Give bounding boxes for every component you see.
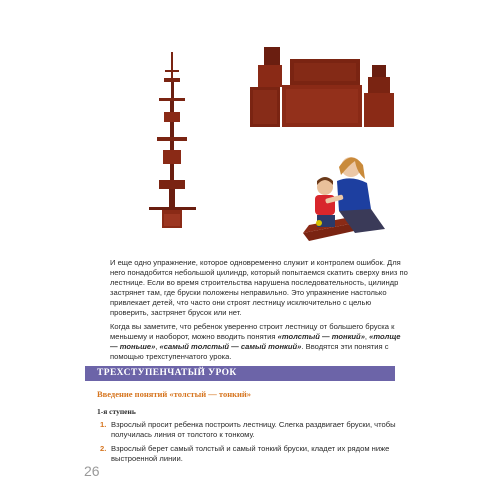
section-title: ТРЕХСТУПЕНЧАТЫЙ УРОК (85, 366, 395, 381)
term-thicker-thinner: «толще — тоньше» (110, 332, 401, 351)
children-photo (295, 145, 395, 245)
page-number: 26 (84, 463, 100, 479)
list-item-text: Взрослый берет самый толстый и самый тонкий бруски, кладет их рядом ниже выстроенной линии. (111, 444, 390, 463)
step-label: 1-я ступень (97, 407, 136, 416)
paragraph-text: Когда вы заметите, что ребенок уверенно строит лестницу от большего бруска к меньшему и наоборот, можно вводить понятия (110, 322, 395, 341)
section-subtitle: Введение понятий «толстый — тонкий» (97, 389, 252, 399)
term-thick-thin: «толстый — тонкий» (277, 332, 365, 341)
list-item-number: 2. (100, 444, 107, 453)
paragraph-text: . Вводятся эти понятия с помощью трехступенчатого урока. (110, 342, 389, 361)
separator: , (155, 342, 160, 351)
list-item-number: 1. (100, 420, 107, 429)
term-thickest-thinnest: «самый толстый — самый тонкий» (159, 342, 302, 351)
paragraph-exercise (110, 258, 410, 318)
paragraph-text: И еще одно упражнение, которое одновременно служит и контролем ошибок. Для него понадобится небольшой цилиндр, который попытаемся скатить сверху вниз по лестнице. Если во время строительства нарушена последовательность, цилиндр застрянет там, где бруски положены неправильно. Это упражнение настолько привлекает детей, что часто они строят лестницу исключительно с целью проверить, застрянет брусок или нет. (110, 258, 408, 317)
list-item (100, 420, 405, 440)
list-item-text: Взрослый просит ребенка построить лестницу. Слегка раздвигает бруски, чтобы получилась линия от толстого к тонкому. (111, 420, 396, 439)
blocks-photo (250, 45, 395, 130)
separator: , (364, 332, 370, 341)
paragraph-concepts (110, 322, 410, 362)
list-item (100, 444, 405, 464)
tower-photo (145, 50, 200, 235)
